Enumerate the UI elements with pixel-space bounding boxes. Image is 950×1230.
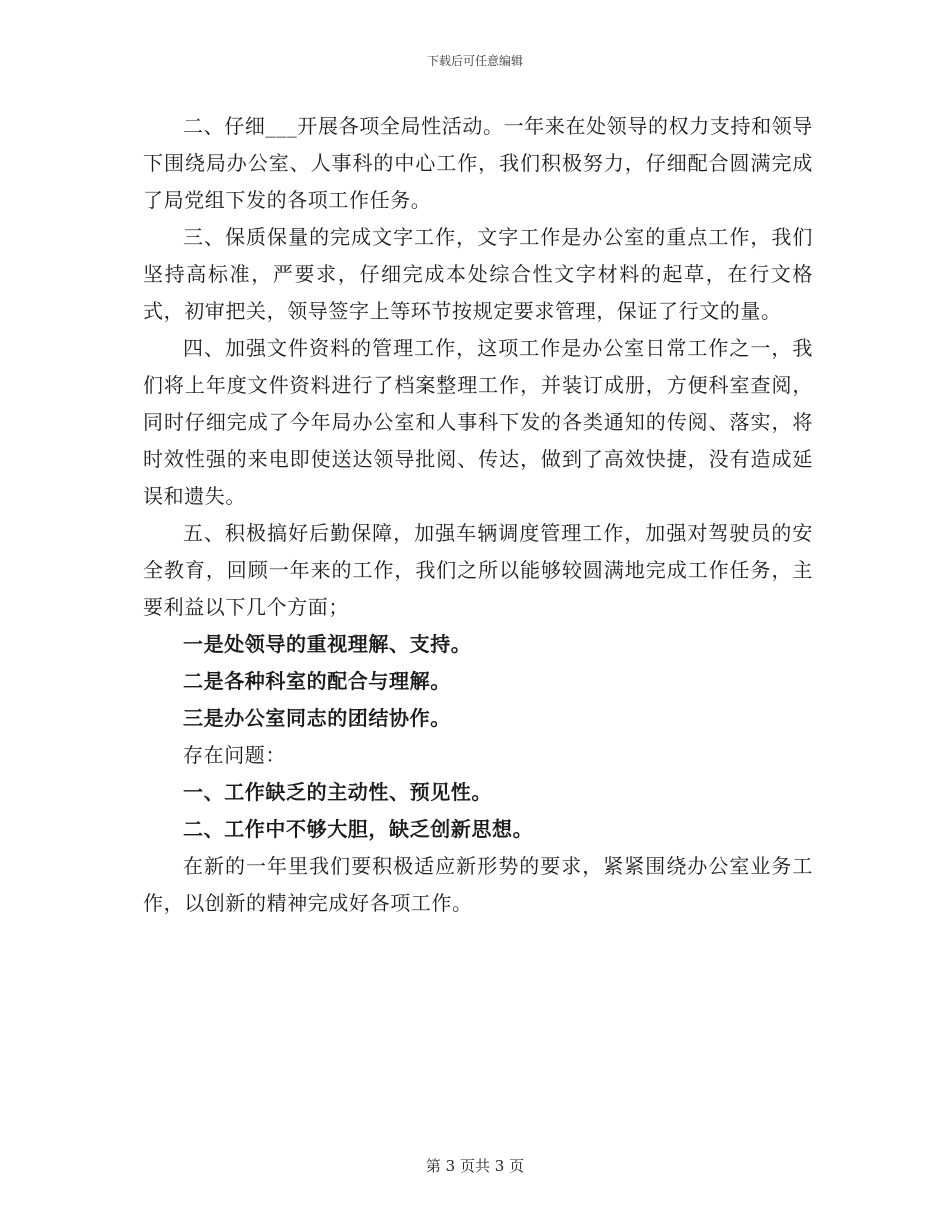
paragraph-3: 三、保质保量的完成文字工作，文字工作是办公室的重点工作，我们坚持高标准，严要求，仔细完成本处综合性文字材料的起草，在行文格式，初审把关，领导签字上等环节按规定要求管理，保证了行文的量。: [143, 225, 813, 323]
page-header: 下载后可任意编辑: [426, 54, 523, 68]
paragraph-4: 四、加强文件资料的管理工作，这项工作是办公室日常工作之一，我们将上年度文件资料进行了档案整理工作，并装订成册，方便科室查阅，同时仔细完成了今年局办公室和人事科下发的各类通知的传阅、落实，将时效性强的来电即使送达领导批阅、传达，做到了高效快捷，没有造成延误和遗失。: [143, 336, 813, 508]
closing-paragraph: 在新的一年里我们要积极适应新形势的要求，紧紧围绕办公室业务工作，以创新的精神完成好各项工作。: [143, 854, 813, 915]
point-2: 二是各种科室的配合与理解。: [183, 669, 451, 693]
problem-2: 二、工作中不够大胆，缺乏创新思想。: [183, 817, 534, 841]
paragraph-5: 五、积极搞好后勤保障，加强车辆调度管理工作，加强对驾驶员的安全教育，回顾一年来的工作，我们之所以能够较圆满地完成工作任务，主要利益以下几个方面；: [143, 521, 813, 619]
point-3: 三是办公室同志的团结协作。: [183, 706, 451, 730]
point-1: 一是处领导的重视理解、支持。: [183, 632, 472, 656]
problems-heading: 存在问题：: [183, 743, 286, 767]
document-body: [143, 108, 813, 922]
paragraph-2: 二、仔细___开展各项全局性活动。一年来在处领导的权力支持和领导下围绕局办公室、人事科的中心工作，我们积极努力，仔细配合圆满完成了局党组下发的各项工作任务。: [143, 114, 813, 212]
problem-1: 一、工作缺乏的主动性、预见性。: [183, 780, 492, 804]
page-footer: 第 3 页共 3 页: [425, 1157, 525, 1175]
